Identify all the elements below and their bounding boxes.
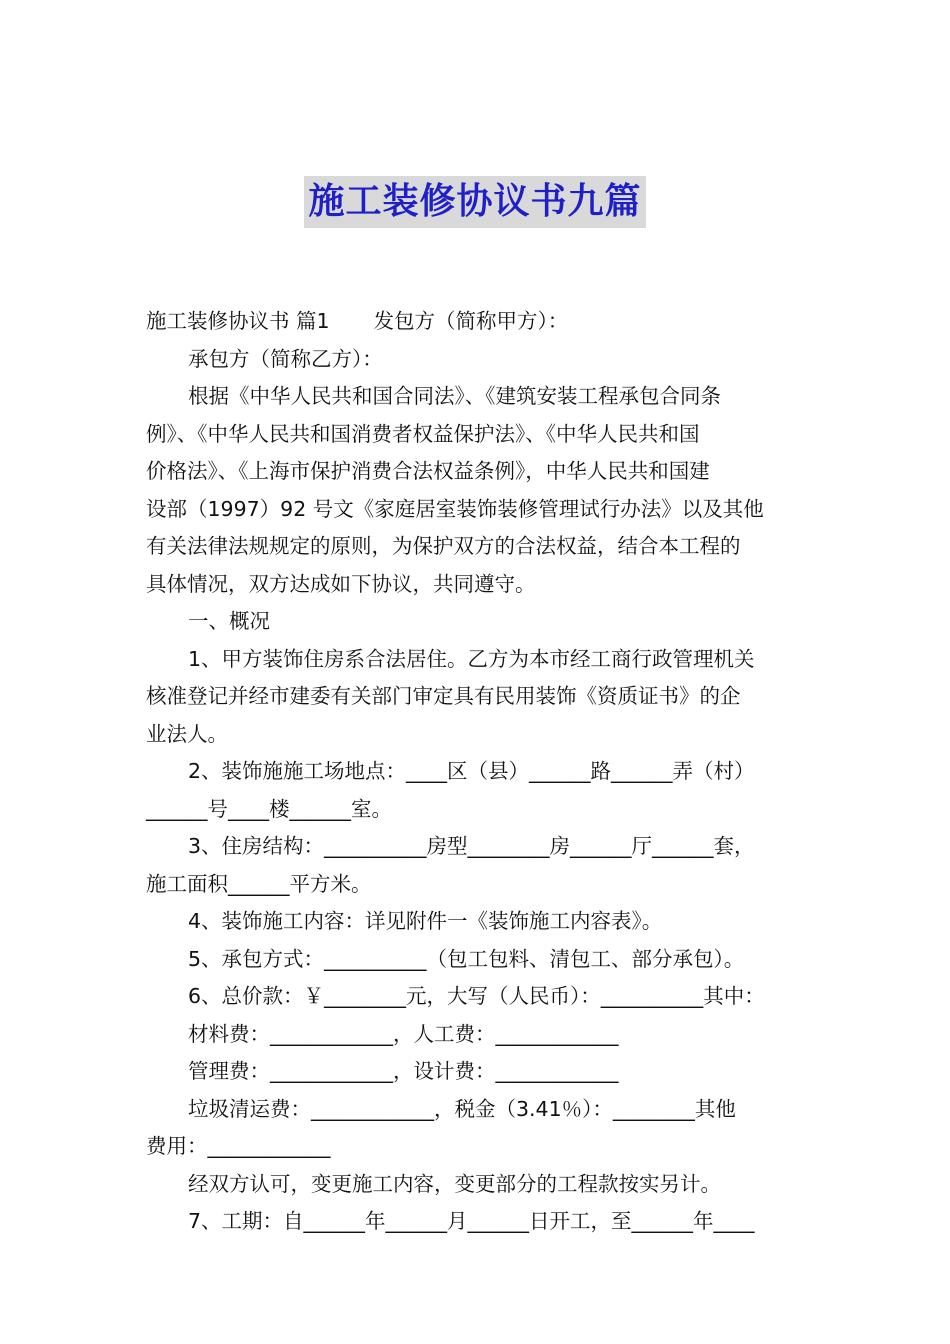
paragraph-line: 例》、《中华人民共和国消费者权益保护法》、《中华人民共和国 xyxy=(146,421,700,446)
section-heading: 施工装修协议书 篇1 xyxy=(146,309,330,333)
paragraph-line: 4、装饰施工内容：详见附件一《装饰施工内容表》。 xyxy=(188,909,663,933)
title-wrap xyxy=(0,176,950,228)
paragraph-line: 设部（1997）92 号文《家庭居室装饰装修管理试行办法》以及其他 xyxy=(146,496,764,521)
paragraph-line: 3、住房结构：__________房型________房______厅______套， xyxy=(188,834,755,858)
paragraph-line: 1、甲方装饰住房系合法居住。乙方为本市经工商行政管理机关 xyxy=(188,646,755,671)
paragraph-line: 5、承包方式：__________（包工包料、清包工、部分承包）。 xyxy=(188,946,745,971)
document-title: 施工装修协议书九篇 xyxy=(304,176,645,228)
paragraph-line xyxy=(146,303,810,341)
paragraph-line: 2、装饰施施工场地点：____区（县）______路______弄（村） xyxy=(188,759,755,783)
paragraph-line: 价格法》、《上海市保护消费合法权益条例》，中华人民共和国建 xyxy=(146,459,710,483)
paragraph-line: 费用：____________ xyxy=(146,1134,331,1158)
paragraph-line: ______号____楼______室。 xyxy=(146,796,392,821)
paragraph-line: 6、总价款：￥________元，大写（人民币）：__________其中： xyxy=(188,984,765,1008)
subsection-heading: 一、概况 xyxy=(188,609,270,633)
paragraph-line: 垃圾清运费：____________，税金（3.41％）：________其他 xyxy=(188,1096,736,1121)
paragraph-line: 管理费：____________，设计费：____________ xyxy=(188,1059,619,1083)
paragraph-line: 7、工期：自______年______月______日开工，至______年____ xyxy=(188,1209,755,1233)
paragraph-line: 核准登记并经市建委有关部门审定具有民用装饰《资质证书》的企 xyxy=(146,684,741,708)
paragraph-line: 具体情况，双方达成如下协议，共同遵守。 xyxy=(146,571,536,596)
paragraph-line: 材料费：____________，人工费：____________ xyxy=(188,1021,619,1046)
paragraph-line: 业法人。 xyxy=(146,721,228,746)
paragraph-line: 经双方认可，变更施工内容，变更部分的工程款按实另计。 xyxy=(188,1171,721,1196)
paragraph-line: 有关法律法规规定的原则，为保护双方的合法权益，结合本工程的 xyxy=(146,534,741,558)
party-b-label: 承包方（简称乙方）： xyxy=(188,346,383,371)
paragraph-line: 根据《中华人民共和国合同法》、《建筑安装工程承包合同条 xyxy=(188,384,721,408)
paragraph-line: 施工面积______平方米。 xyxy=(146,871,372,896)
document-body xyxy=(146,303,810,1241)
party-a-label: 发包方（简称甲方）： xyxy=(373,309,569,333)
